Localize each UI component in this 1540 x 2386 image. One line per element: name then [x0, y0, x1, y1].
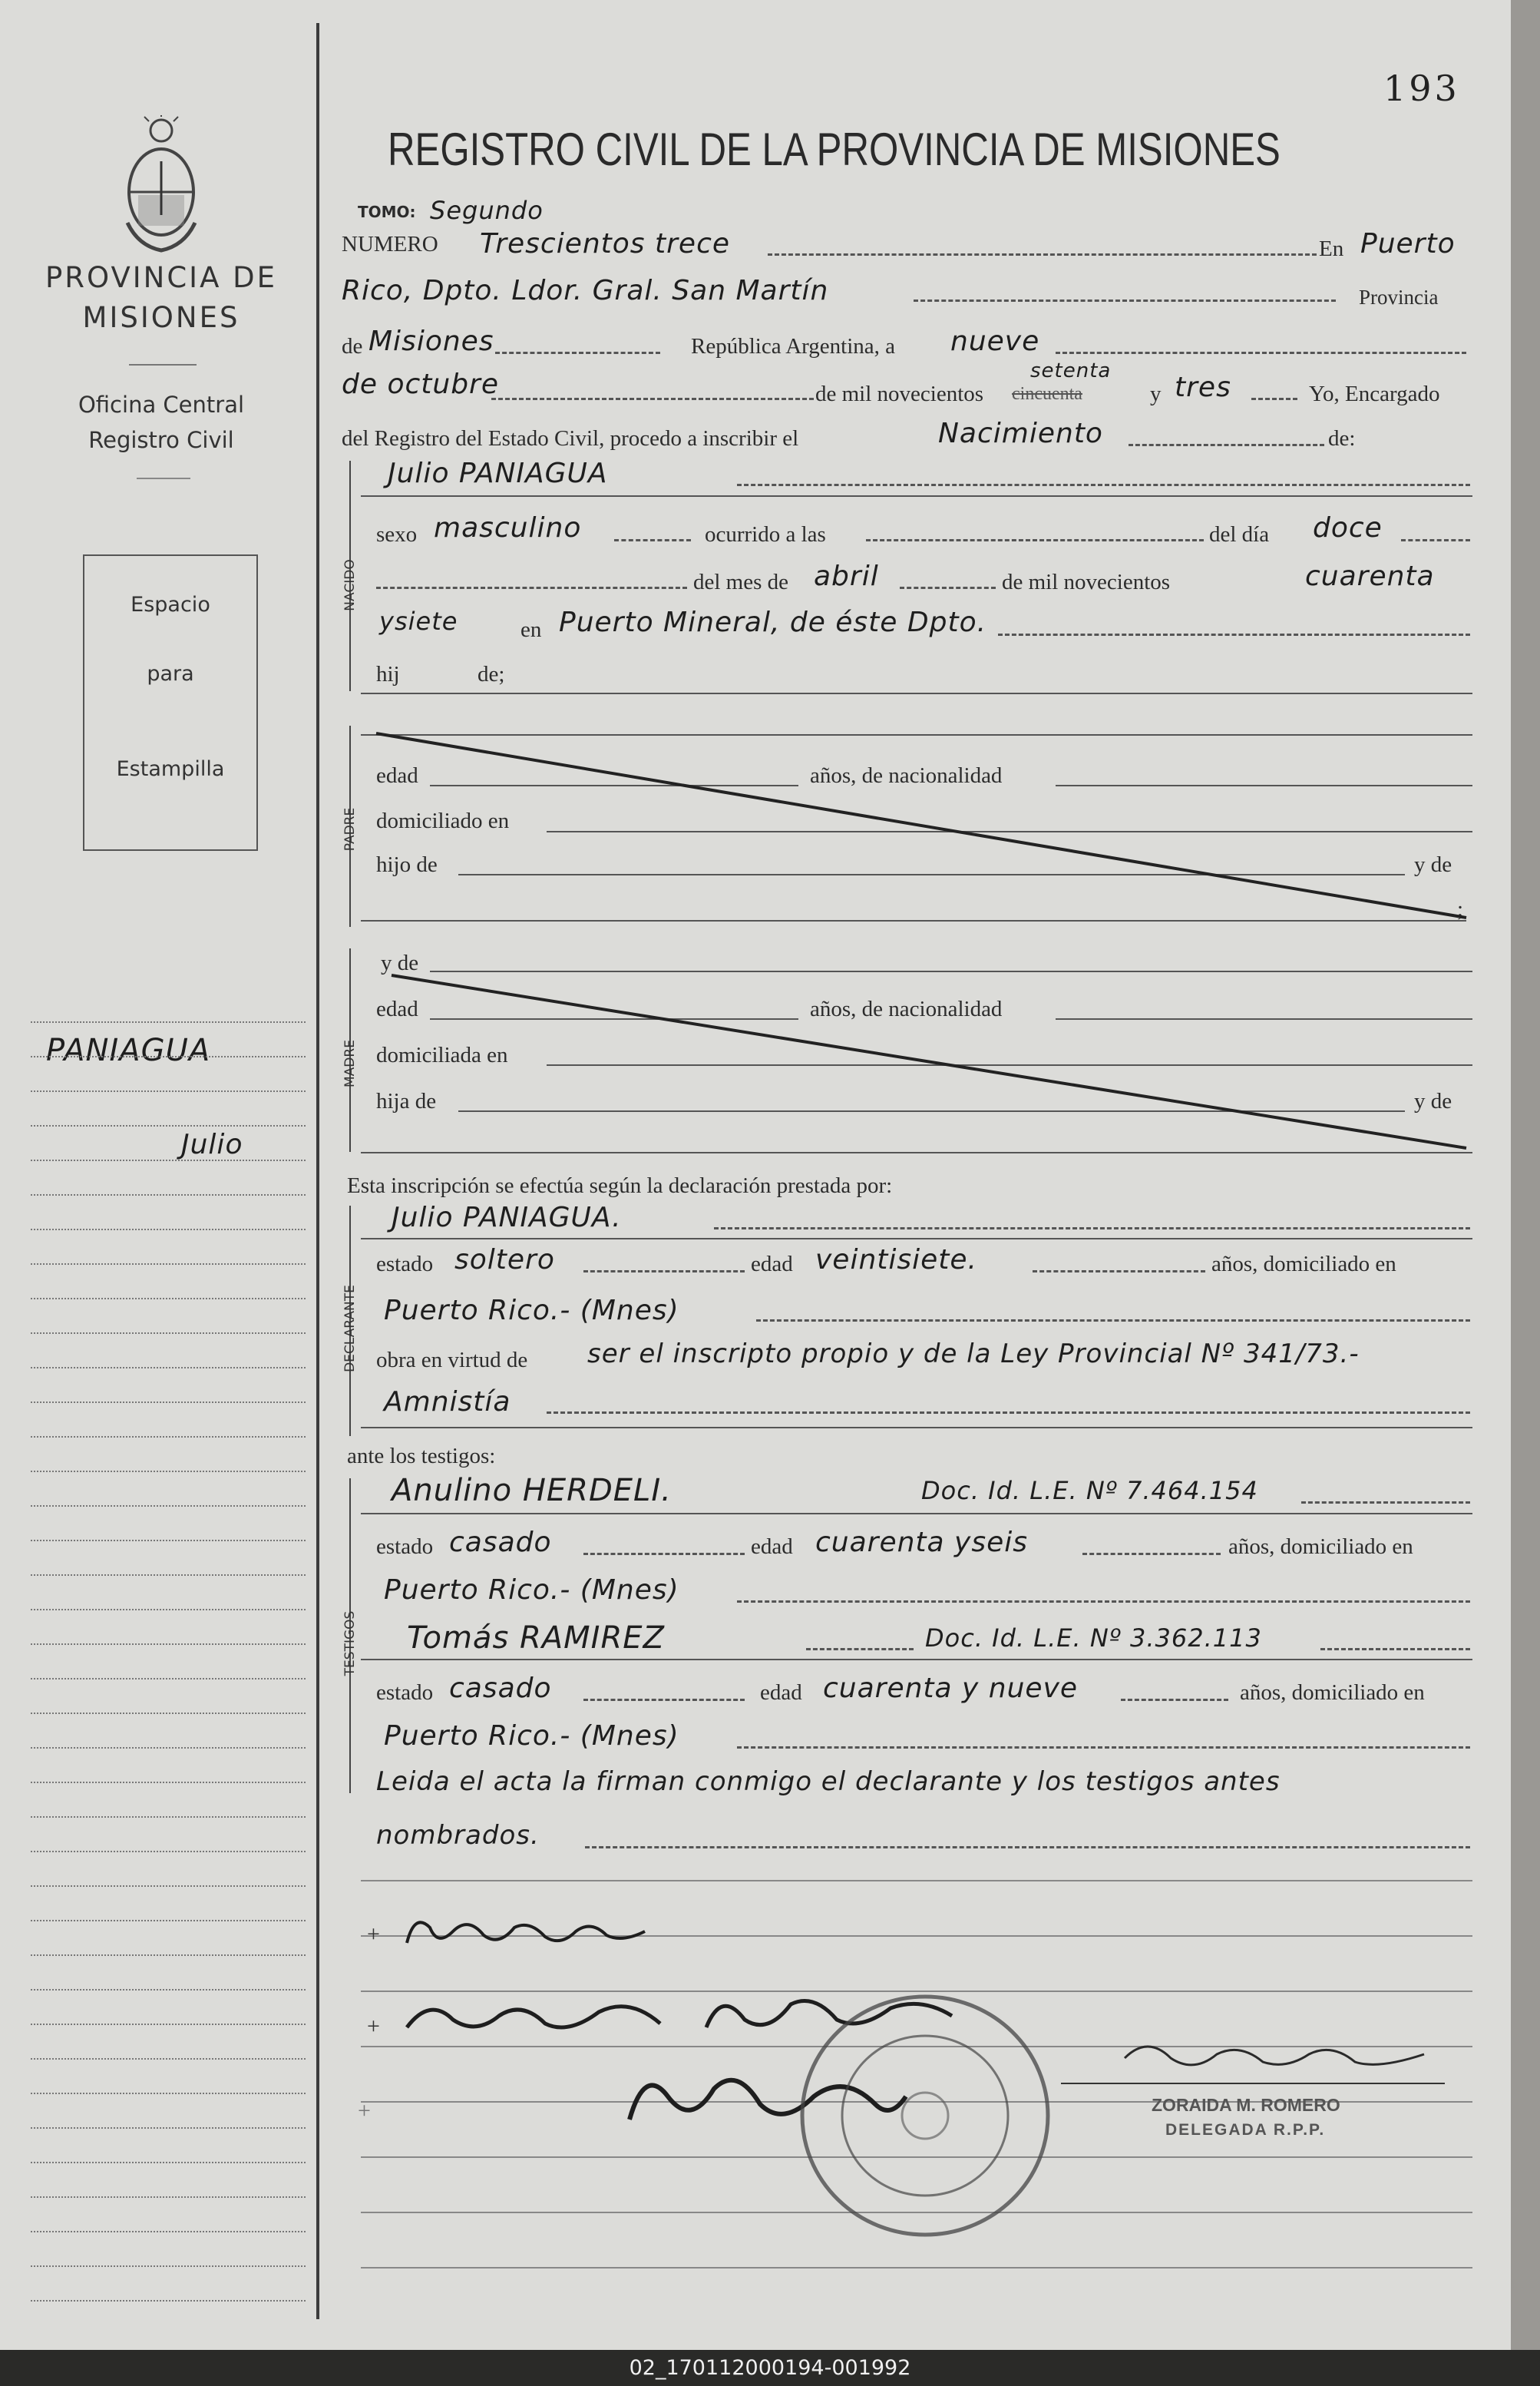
declarante-estado-label: estado — [376, 1252, 434, 1276]
testigo1-name: Anulino HERDELI. — [392, 1473, 672, 1508]
province-heading-line2: MISIONES — [82, 301, 240, 334]
testigo1-edad-label: edad — [751, 1534, 793, 1559]
margin-ruled-line — [31, 1747, 306, 1749]
anio-value-1: cuarenta — [1305, 561, 1435, 592]
margin-ruled-line — [31, 1540, 306, 1541]
padre-hijo-label: hijo de — [376, 852, 438, 877]
margin-ruled-line — [31, 1332, 306, 1334]
act-type-value: Nacimiento — [938, 418, 1103, 449]
numero-value: Trescientos trece — [480, 228, 731, 260]
page-number: 193 — [1383, 68, 1460, 109]
margin-ruled-line — [31, 1574, 306, 1576]
nacido-section-label: NACIDO — [342, 559, 358, 611]
obra-label: obra en virtud de — [376, 1348, 528, 1372]
margin-ruled-line — [31, 1989, 306, 1991]
province-value: Misiones — [368, 326, 494, 357]
testigo1-edad-value: cuarenta yseis — [815, 1527, 1029, 1558]
scan-identifier: 02_170112000194-001992 — [629, 2356, 911, 2380]
office-line2: Registro Civil — [88, 427, 234, 453]
dia-value: doce — [1313, 512, 1383, 544]
margin-ruled-line — [31, 1056, 306, 1057]
padre-yde-label: y de — [1414, 852, 1452, 877]
margin-ruled-line — [31, 1229, 306, 1230]
stamp-space-box — [83, 554, 258, 851]
margin-ruled-line — [31, 1401, 306, 1403]
margin-ruled-line — [31, 1090, 306, 1092]
margin-ruled-line — [31, 1298, 306, 1299]
margin-ruled-line — [31, 2024, 306, 2025]
official-signature-icon — [1117, 2027, 1439, 2081]
margin-ruled-line — [31, 2162, 306, 2163]
declarante-estado-value: soltero — [454, 1244, 555, 1276]
margin-ruled-line — [31, 1160, 306, 1161]
margin-ruled-line — [31, 2300, 306, 2302]
column-divider — [316, 23, 319, 2319]
signature-mark: + — [358, 2098, 371, 2123]
place-value-1: Puerto — [1360, 228, 1456, 260]
padre-cancel-stroke — [361, 726, 1474, 925]
testigo1-domicilio-value: Puerto Rico.- (Mnes) — [384, 1574, 679, 1606]
margin-ruled-line — [31, 2127, 306, 2129]
testigo2-name: Tomás RAMIREZ — [407, 1620, 665, 1656]
en-label: En — [1319, 237, 1344, 261]
testigo2-estado-value: casado — [449, 1673, 552, 1704]
official-seal-icon — [795, 1989, 1056, 2242]
testigo1-estado-label: estado — [376, 1534, 434, 1559]
margin-ruled-line — [31, 1816, 306, 1818]
margin-ruled-line — [31, 1505, 306, 1507]
margin-ruled-line — [31, 1471, 306, 1472]
sexo-value: masculino — [434, 512, 582, 544]
stamp-space-label: Estampilla — [116, 757, 225, 781]
registry-title: REGISTRO CIVIL DE LA PROVINCIA DE MISIONES — [388, 124, 1281, 175]
margin-ruled-line — [31, 2265, 306, 2267]
testigos-intro: ante los testigos: — [347, 1444, 496, 1468]
sidebar-divider — [129, 364, 197, 366]
national-coat-of-arms-icon — [115, 115, 207, 253]
office-line1: Oficina Central — [78, 392, 245, 418]
margin-ruled-line — [31, 1194, 306, 1196]
margin-ruled-line — [31, 2231, 306, 2232]
page-edge — [1511, 0, 1540, 2350]
madre-domiciliada-label: domiciliada en — [376, 1043, 508, 1067]
testigo2-estado-label: estado — [376, 1680, 434, 1705]
official-role: DELEGADA R.P.P. — [1165, 2121, 1326, 2139]
testigo1-anios-label: años, domiciliado en — [1228, 1534, 1413, 1559]
testigo1-estado-value: casado — [449, 1527, 552, 1558]
decade-struck: cincuenta — [1012, 384, 1082, 404]
testigo2-anios-label: años, domiciliado en — [1240, 1680, 1425, 1705]
province-heading-line1: PROVINCIA DE — [45, 261, 278, 294]
sexo-label: sexo — [376, 522, 418, 547]
margin-ruled-line — [31, 1643, 306, 1645]
testigo2-doc: Doc. Id. L.E. Nº 3.362.113 — [925, 1623, 1262, 1653]
tomo-value: Segundo — [430, 196, 544, 225]
birth-place-value: Puerto Mineral, de éste Dpto. — [559, 607, 987, 638]
stamp-space-label: Espacio — [131, 593, 210, 617]
margin-ruled-line — [31, 1436, 306, 1438]
madre-yde-top-label: y de — [381, 951, 419, 975]
margin-ruled-line — [31, 2093, 306, 2094]
margin-ruled-line — [31, 1713, 306, 1714]
declarante-signature-icon — [399, 1904, 676, 1958]
hij-de-label: de; — [478, 662, 505, 687]
testigos-section-label: TESTIGOS — [342, 1610, 358, 1676]
signature-mark: + — [367, 2014, 380, 2039]
declarante-section-label: DECLARANTE — [342, 1285, 358, 1372]
month-value: de octubre — [342, 369, 499, 400]
nacido-name: Julio PANIAGUA — [388, 458, 608, 489]
testigo1-doc: Doc. Id. L.E. Nº 7.464.154 — [921, 1476, 1258, 1505]
declarante-anios-label: años, domiciliado en — [1211, 1252, 1396, 1276]
day-value: nueve — [950, 326, 1040, 357]
testigo2-edad-value: cuarenta y nueve — [823, 1673, 1079, 1704]
padre-edad-label: edad — [376, 763, 418, 788]
declarante-name: Julio PANIAGUA. — [392, 1202, 622, 1233]
official-name: ZORAIDA M. ROMERO — [1152, 2095, 1340, 2115]
numero-label: NUMERO — [342, 232, 438, 256]
margin-surname: PANIAGUA — [46, 1033, 211, 1068]
margin-ruled-line — [31, 1782, 306, 1783]
y-label: y — [1150, 382, 1162, 406]
place-value-2: Rico, Dpto. Ldor. Gral. San Martín — [342, 275, 829, 306]
testigo2-domicilio-value: Puerto Rico.- (Mnes) — [384, 1720, 679, 1752]
ocurrido-label: ocurrido a las — [705, 522, 826, 547]
margin-ruled-line — [31, 1367, 306, 1368]
de-colon-label: de: — [1328, 426, 1356, 451]
madre-section-label: MADRE — [342, 1040, 358, 1087]
encargado-label: Yo, Encargado — [1309, 382, 1440, 406]
margin-ruled-line — [31, 2196, 306, 2198]
republica-label: República Argentina, a — [691, 334, 896, 359]
signature-mark: + — [367, 1921, 380, 1947]
margin-ruled-line — [31, 1263, 306, 1265]
nacido-mil-label: de mil novecientos — [1002, 570, 1171, 594]
margin-ruled-line — [31, 1021, 306, 1023]
testigo2-edad-label: edad — [760, 1680, 802, 1705]
del-dia-label: del día — [1209, 522, 1270, 547]
margin-ruled-line — [31, 1885, 306, 1887]
tomo-label: TOMO: — [358, 203, 416, 221]
padre-anios-label: años, de nacionalidad — [810, 763, 1003, 788]
mes-value: abril — [814, 561, 879, 592]
provincia-label: Provincia — [1359, 286, 1439, 309]
margin-ruled-line — [31, 1609, 306, 1610]
madre-yde-label: y de — [1414, 1089, 1452, 1114]
sidebar-divider — [137, 478, 190, 479]
padre-semicolon: ; — [1457, 897, 1464, 922]
declarante-edad-value: veintisiete. — [815, 1244, 978, 1276]
padre-section-label: PADRE — [342, 807, 358, 852]
closing-line-2: nombrados. — [376, 1820, 540, 1851]
declarante-edad-label: edad — [751, 1252, 793, 1276]
de-label: de — [342, 334, 363, 359]
declarante-intro: Esta inscripción se efectúa según la declaración prestada por: — [347, 1173, 893, 1198]
mil-label: de mil novecientos — [815, 382, 984, 406]
closing-line-1: Leida el acta la firman conmigo el declarante y los testigos antes — [376, 1766, 1281, 1797]
en-label: en — [520, 617, 542, 642]
anio-value-2: ysiete — [379, 607, 458, 636]
margin-ruled-line — [31, 1954, 306, 1956]
margin-ruled-line — [31, 1851, 306, 1852]
madre-cancel-stroke — [361, 952, 1474, 1156]
obra-value: ser el inscripto propio y de la Ley Provincial Nº 341/73.- — [587, 1339, 1360, 1369]
year-unit-value: tres — [1175, 372, 1231, 403]
margin-ruled-line — [31, 1678, 306, 1679]
margin-name: Julio — [181, 1129, 243, 1160]
declarante-domicilio-value: Puerto Rico.- (Mnes) — [384, 1295, 679, 1326]
stamp-space-label: para — [147, 662, 194, 686]
margin-ruled-line — [31, 1125, 306, 1127]
madre-hija-label: hija de — [376, 1089, 437, 1114]
hij-label: hij — [376, 662, 400, 687]
margin-ruled-line — [31, 2058, 306, 2060]
madre-anios-label: años, de nacionalidad — [810, 997, 1003, 1021]
del-mes-label: del mes de — [693, 570, 789, 594]
padre-domiciliado-label: domiciliado en — [376, 809, 510, 833]
obra-value-2: Amnistía — [384, 1386, 511, 1418]
madre-edad-label: edad — [376, 997, 418, 1021]
registro-label: del Registro del Estado Civil, procedo a inscribir el — [342, 426, 799, 451]
margin-ruled-line — [31, 1920, 306, 1921]
decade-value: setenta — [1030, 359, 1112, 382]
